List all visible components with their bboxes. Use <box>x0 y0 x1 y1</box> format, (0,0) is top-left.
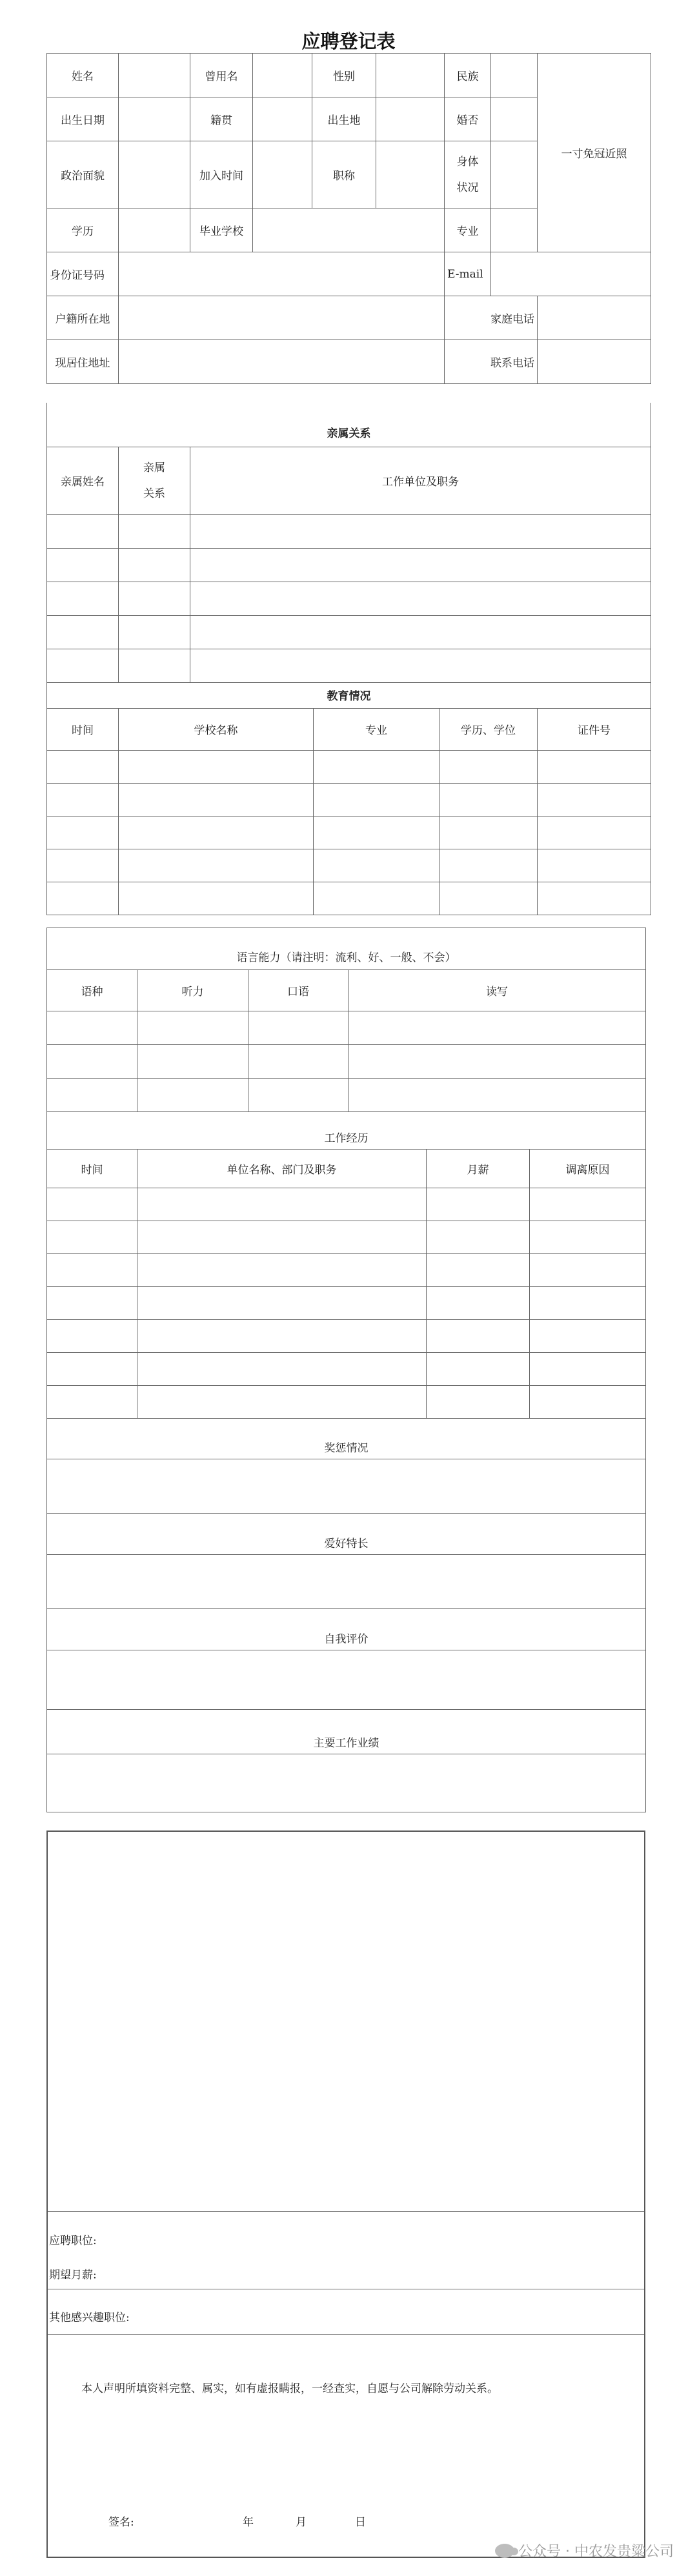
edu-col-major: 专业 <box>314 708 439 750</box>
year-label: 年 <box>243 2516 254 2529</box>
label-title-rank: 职称 <box>312 141 376 208</box>
family-cell[interactable] <box>190 649 651 682</box>
lang-cell[interactable] <box>47 1045 137 1079</box>
wechat-icon <box>495 2544 514 2558</box>
family-cell[interactable] <box>47 514 119 548</box>
work-cell[interactable] <box>530 1253 646 1286</box>
family-cell[interactable] <box>119 582 190 615</box>
form-title: 应聘登记表 <box>301 30 396 52</box>
watermark-text: 公众号 · 中农发贵粱公司 <box>518 2544 674 2560</box>
work-col-time: 时间 <box>47 1149 137 1188</box>
awards-field[interactable] <box>47 1459 646 1513</box>
input-health[interactable] <box>491 141 538 208</box>
table-row <box>47 649 651 682</box>
table-row <box>47 582 651 615</box>
family-cell[interactable] <box>119 649 190 682</box>
table-row <box>47 1286 646 1319</box>
label-alias: 曾用名 <box>190 54 253 97</box>
achievements-field[interactable] <box>47 1754 646 1812</box>
education-heading: 教育情况 <box>47 682 651 708</box>
work-cell[interactable] <box>530 1385 646 1418</box>
declaration-text: 本人声明所填资料完整、属实，如有虚报瞒报，一经查实，自愿与公司解除劳动关系。 <box>81 2382 498 2395</box>
lang-cell[interactable] <box>47 1011 137 1045</box>
input-political[interactable] <box>119 141 190 208</box>
family-col-relation-2: 关系 <box>143 487 165 500</box>
edu-cell[interactable] <box>439 882 538 915</box>
edu-cell[interactable] <box>119 783 314 816</box>
work-cell[interactable] <box>427 1253 530 1286</box>
input-title-rank[interactable] <box>376 141 445 208</box>
edu-cell[interactable] <box>119 750 314 783</box>
work-cell[interactable] <box>530 1352 646 1385</box>
edu-cell[interactable] <box>439 750 538 783</box>
label-native-place: 籍贯 <box>190 97 253 141</box>
label-id-number: 身份证号码 <box>47 252 119 296</box>
label-hukou: 户籍所在地 <box>47 296 119 340</box>
work-cell[interactable] <box>427 1221 530 1253</box>
label-email: E-mail <box>445 252 491 296</box>
table-row <box>47 1011 646 1045</box>
basic-info-table <box>46 53 651 384</box>
table-row <box>47 783 651 816</box>
work-cell[interactable] <box>137 1286 427 1319</box>
input-ethnicity[interactable] <box>491 54 538 97</box>
divider <box>48 2211 644 2212</box>
table-row <box>47 1319 646 1352</box>
table-row <box>47 548 651 582</box>
work-cell[interactable] <box>137 1221 427 1253</box>
label-health <box>445 141 491 208</box>
salary-label: 期望月薪: <box>49 2269 97 2282</box>
family-cell[interactable] <box>190 548 651 582</box>
table-row <box>47 615 651 649</box>
work-cell[interactable] <box>530 1286 646 1319</box>
work-cell[interactable] <box>427 1352 530 1385</box>
table-row <box>47 1045 646 1079</box>
edu-col-cert: 证件号 <box>538 708 651 750</box>
edu-cell[interactable] <box>314 783 439 816</box>
family-cell[interactable] <box>190 615 651 649</box>
family-cell[interactable] <box>47 649 119 682</box>
lang-cell[interactable] <box>137 1045 248 1079</box>
label-gender: 性别 <box>312 54 376 97</box>
education-table <box>46 682 651 915</box>
edu-cell[interactable] <box>314 882 439 915</box>
input-join-time[interactable] <box>253 141 312 208</box>
input-contact-phone[interactable] <box>538 340 651 384</box>
family-cell[interactable] <box>190 514 651 548</box>
edu-cell[interactable] <box>538 849 651 882</box>
work-col-salary: 月薪 <box>427 1149 530 1188</box>
work-cell[interactable] <box>530 1221 646 1253</box>
input-name[interactable] <box>119 54 190 97</box>
family-cell[interactable] <box>119 514 190 548</box>
input-school[interactable] <box>253 208 445 252</box>
table-row <box>47 882 651 915</box>
work-cell[interactable] <box>427 1286 530 1319</box>
work-cell[interactable] <box>137 1385 427 1418</box>
input-native-place[interactable] <box>253 97 312 141</box>
edu-cell[interactable] <box>538 783 651 816</box>
work-cell[interactable] <box>137 1188 427 1221</box>
label-health-2: 状况 <box>456 181 479 194</box>
edu-col-school: 学校名称 <box>119 708 314 750</box>
edu-cell[interactable] <box>314 816 439 849</box>
edu-cell[interactable] <box>47 783 119 816</box>
table-row <box>47 1188 646 1221</box>
work-cell[interactable] <box>47 1253 137 1286</box>
work-heading: 工作经历 <box>47 1111 646 1149</box>
lang-col-listen: 听力 <box>137 970 248 1011</box>
edu-cell[interactable] <box>119 882 314 915</box>
work-cell[interactable] <box>530 1319 646 1352</box>
work-cell[interactable] <box>530 1188 646 1221</box>
hobbies-heading: 爱好特长 <box>47 1513 646 1554</box>
work-cell[interactable] <box>137 1253 427 1286</box>
edu-cell[interactable] <box>119 849 314 882</box>
family-col-relation-1: 亲属 <box>143 461 165 474</box>
label-school: 毕业学校 <box>190 208 253 252</box>
work-cell[interactable] <box>47 1221 137 1253</box>
label-name: 姓名 <box>47 54 119 97</box>
work-table <box>46 1111 646 1419</box>
work-cell[interactable] <box>427 1188 530 1221</box>
family-cell[interactable] <box>47 548 119 582</box>
label-home-phone: 家庭电话 <box>445 296 538 340</box>
self-eval-heading: 自我评价 <box>47 1608 646 1650</box>
lang-cell[interactable] <box>137 1011 248 1045</box>
self-eval-field[interactable] <box>47 1650 646 1709</box>
family-cell[interactable] <box>119 548 190 582</box>
edu-cell[interactable] <box>314 750 439 783</box>
edu-cell[interactable] <box>538 750 651 783</box>
input-birth-place[interactable] <box>376 97 445 141</box>
photo-box[interactable]: 一寸免冠近照 <box>538 54 651 252</box>
input-address[interactable] <box>119 340 445 384</box>
achievements-body[interactable] <box>48 1832 644 2211</box>
lang-cell[interactable] <box>137 1079 248 1112</box>
achievements-heading: 主要工作业绩 <box>47 1709 646 1754</box>
divider <box>48 2334 644 2335</box>
input-id-number[interactable] <box>119 252 445 296</box>
lang-col-rw: 读写 <box>348 970 646 1011</box>
input-gender[interactable] <box>376 54 445 97</box>
edu-cell[interactable] <box>538 816 651 849</box>
work-cell[interactable] <box>47 1286 137 1319</box>
edu-cell[interactable] <box>47 816 119 849</box>
watermark <box>495 2541 674 2561</box>
lang-col-lang: 语种 <box>47 970 137 1011</box>
input-education[interactable] <box>119 208 190 252</box>
label-education: 学历 <box>47 208 119 252</box>
position-label: 应聘职位: <box>49 2235 97 2247</box>
family-cell[interactable] <box>47 615 119 649</box>
label-birth-place: 出生地 <box>312 97 376 141</box>
lang-cell[interactable] <box>248 1079 348 1112</box>
edu-cell[interactable] <box>47 849 119 882</box>
work-cell[interactable] <box>47 1188 137 1221</box>
input-marital[interactable] <box>491 97 538 141</box>
work-cell[interactable] <box>427 1385 530 1418</box>
sign-label: 签名: <box>108 2516 134 2529</box>
edu-col-time: 时间 <box>47 708 119 750</box>
label-birth-date: 出生日期 <box>47 97 119 141</box>
table-row <box>47 849 651 882</box>
input-hukou[interactable] <box>119 296 445 340</box>
misc-table <box>46 1417 646 1812</box>
family-table <box>46 403 651 683</box>
work-cell[interactable] <box>427 1319 530 1352</box>
month-label: 月 <box>296 2516 307 2529</box>
input-email[interactable] <box>491 252 651 296</box>
lang-cell[interactable] <box>348 1079 646 1112</box>
work-col-reason: 调离原因 <box>530 1149 646 1188</box>
edu-col-degree: 学历、学位 <box>439 708 538 750</box>
other-position-label: 其他感兴趣职位: <box>49 2311 130 2324</box>
label-address: 现居住地址 <box>47 340 119 384</box>
edu-cell[interactable] <box>47 882 119 915</box>
table-row <box>47 1221 646 1253</box>
work-cell[interactable] <box>47 1319 137 1352</box>
family-col-name: 亲属姓名 <box>47 447 119 514</box>
lang-col-speak: 口语 <box>248 970 348 1011</box>
work-col-unit: 单位名称、部门及职务 <box>137 1149 427 1188</box>
edu-cell[interactable] <box>47 750 119 783</box>
work-cell[interactable] <box>137 1352 427 1385</box>
language-table <box>46 928 646 1112</box>
lang-cell[interactable] <box>248 1011 348 1045</box>
edu-cell[interactable] <box>119 816 314 849</box>
lang-cell[interactable] <box>348 1045 646 1079</box>
family-col-work: 工作单位及职务 <box>190 447 651 514</box>
lang-cell[interactable] <box>348 1011 646 1045</box>
label-major: 专业 <box>445 208 491 252</box>
lang-cell[interactable] <box>248 1045 348 1079</box>
edu-cell[interactable] <box>439 849 538 882</box>
edu-cell[interactable] <box>314 849 439 882</box>
input-major[interactable] <box>491 208 538 252</box>
table-row <box>47 1253 646 1286</box>
label-join-time: 加入时间 <box>190 141 253 208</box>
edu-cell[interactable] <box>439 816 538 849</box>
edu-cell[interactable] <box>538 882 651 915</box>
language-heading: 语言能力（请注明：流利、好、一般、不会） <box>47 928 646 970</box>
label-ethnicity: 民族 <box>445 54 491 97</box>
work-cell[interactable] <box>137 1319 427 1352</box>
family-heading: 亲属关系 <box>47 403 651 447</box>
label-marital: 婚否 <box>445 97 491 141</box>
lang-cell[interactable] <box>47 1079 137 1112</box>
awards-heading: 奖惩情况 <box>47 1417 646 1459</box>
family-cell[interactable] <box>119 615 190 649</box>
table-row <box>47 1352 646 1385</box>
label-contact-phone: 联系电话 <box>445 340 538 384</box>
table-row <box>47 1079 646 1112</box>
family-cell[interactable] <box>190 582 651 615</box>
day-label: 日 <box>355 2516 366 2529</box>
input-home-phone[interactable] <box>538 296 651 340</box>
label-political: 政治面貌 <box>47 141 119 208</box>
hobbies-field[interactable] <box>47 1554 646 1608</box>
family-cell[interactable] <box>47 582 119 615</box>
table-row <box>47 750 651 783</box>
input-birth-date[interactable] <box>119 97 190 141</box>
label-health-1: 身体 <box>456 155 479 168</box>
edu-cell[interactable] <box>439 783 538 816</box>
achievements-footer-box <box>46 1831 645 2558</box>
table-row <box>47 1385 646 1418</box>
family-col-relation <box>119 447 190 514</box>
table-row <box>47 514 651 548</box>
work-cell[interactable] <box>47 1352 137 1385</box>
input-alias[interactable] <box>253 54 312 97</box>
table-row <box>47 816 651 849</box>
work-cell[interactable] <box>47 1385 137 1418</box>
